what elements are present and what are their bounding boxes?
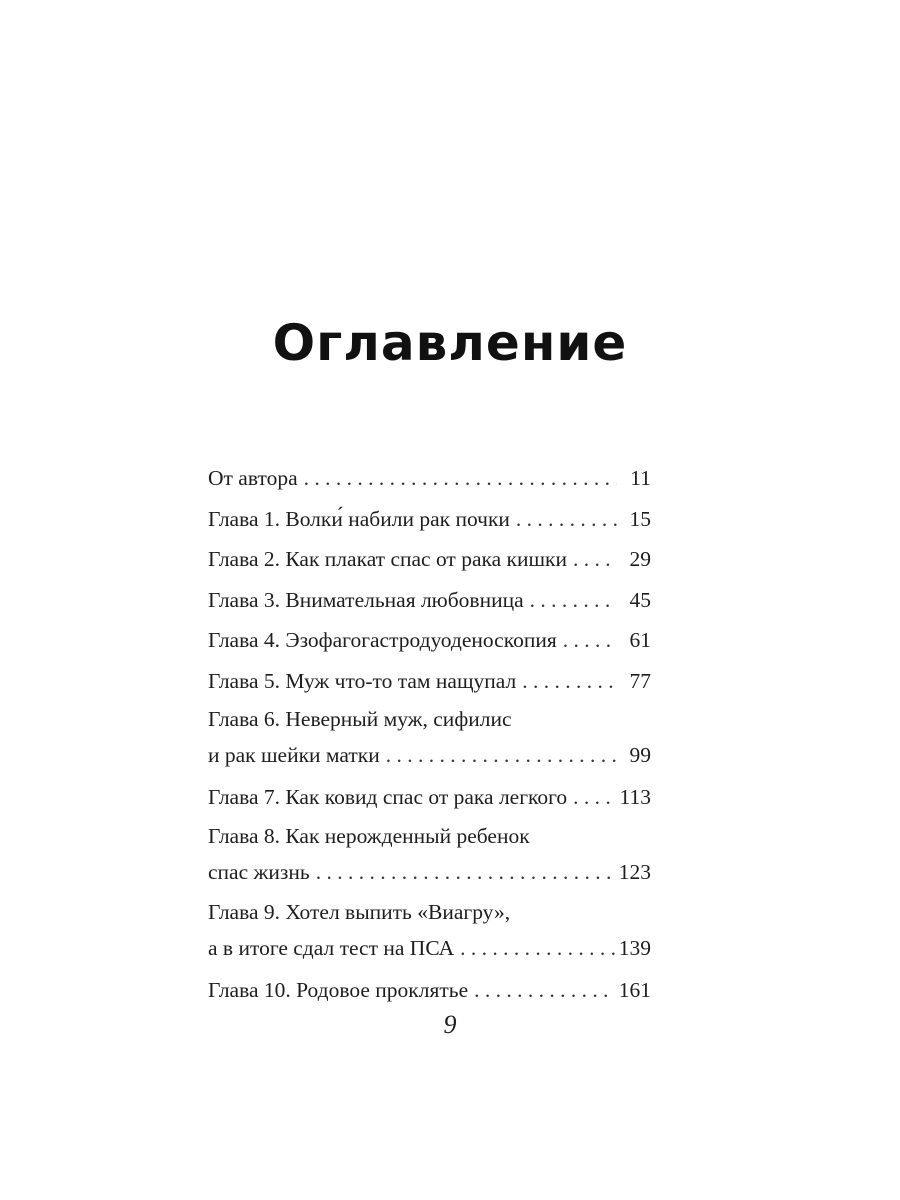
- toc-entry-page: 113: [619, 785, 651, 809]
- toc-entry-page: 161: [618, 977, 651, 1002]
- dot-leader: [563, 620, 617, 661]
- dot-leader: [316, 854, 615, 890]
- dot-leader: [460, 930, 615, 966]
- dot-leader: [386, 737, 617, 773]
- toc-entry: [208, 701, 651, 773]
- toc-entry-title: Глава 8. Как нерожденный ребенок: [208, 823, 530, 848]
- toc-entry-title-continued: а в итоге сдал тест на ПСА: [208, 935, 455, 960]
- dot-leader: [530, 580, 617, 621]
- toc-entry-title: Глава 6. Неверный муж, сифилис: [208, 707, 512, 731]
- toc-entry-title: От автора: [208, 466, 298, 490]
- dot-leader: [516, 499, 617, 540]
- toc-entry-title: Глава 9. Хотел выпить «Виагру»,: [208, 899, 511, 924]
- toc-entry-page: 15: [629, 506, 651, 531]
- toc-entry-title: Глава 1. Волки́ набили рак почки: [208, 506, 510, 531]
- toc-entry: [208, 620, 651, 661]
- toc-entry-title: Глава 10. Родовое проклятье: [208, 977, 469, 1002]
- toc-entry: [208, 499, 651, 540]
- dot-leader: [522, 661, 617, 702]
- toc-entry-title: Глава 7. Как ковид спас от рака легкого: [208, 785, 568, 809]
- dot-leader: [304, 458, 617, 499]
- dot-leader: [573, 539, 617, 580]
- toc-entry: [208, 818, 651, 890]
- toc-entry-page: 77: [629, 668, 651, 693]
- page-title: Оглавление: [272, 314, 628, 372]
- toc-entry-title: Глава 5. Муж что-то там нащупал: [208, 668, 517, 693]
- toc-entry-page: 11: [630, 466, 651, 490]
- toc-entry: [208, 458, 651, 499]
- toc-entry-page: 45: [629, 587, 651, 612]
- toc-entry: [208, 970, 651, 1011]
- dot-leader: [573, 777, 615, 818]
- table-of-contents: [208, 458, 651, 1010]
- toc-entry: [208, 580, 651, 621]
- toc-entry-title: Глава 4. Эзофагогастродуоденоскопия: [208, 628, 557, 652]
- toc-entry-page: 29: [629, 547, 651, 571]
- toc-entry-page: 123: [618, 859, 651, 884]
- toc-entry-title: Глава 2. Как плакат спас от рака кишки: [208, 547, 567, 571]
- toc-entry: [208, 894, 651, 966]
- toc-entry: [208, 661, 651, 702]
- toc-entry-page: 61: [629, 628, 651, 652]
- toc-entry-title-continued: спас жизнь: [208, 859, 310, 884]
- toc-entry-page: 99: [629, 743, 651, 767]
- toc-entry: [208, 539, 651, 580]
- page-number: 9: [443, 1010, 457, 1039]
- toc-entry: [208, 777, 651, 818]
- toc-entry-page: 139: [618, 935, 651, 960]
- toc-entry-title: Глава 3. Внимательная любовница: [208, 587, 524, 612]
- toc-entry-title-continued: и рак шейки матки: [208, 743, 380, 767]
- dot-leader: [474, 970, 615, 1011]
